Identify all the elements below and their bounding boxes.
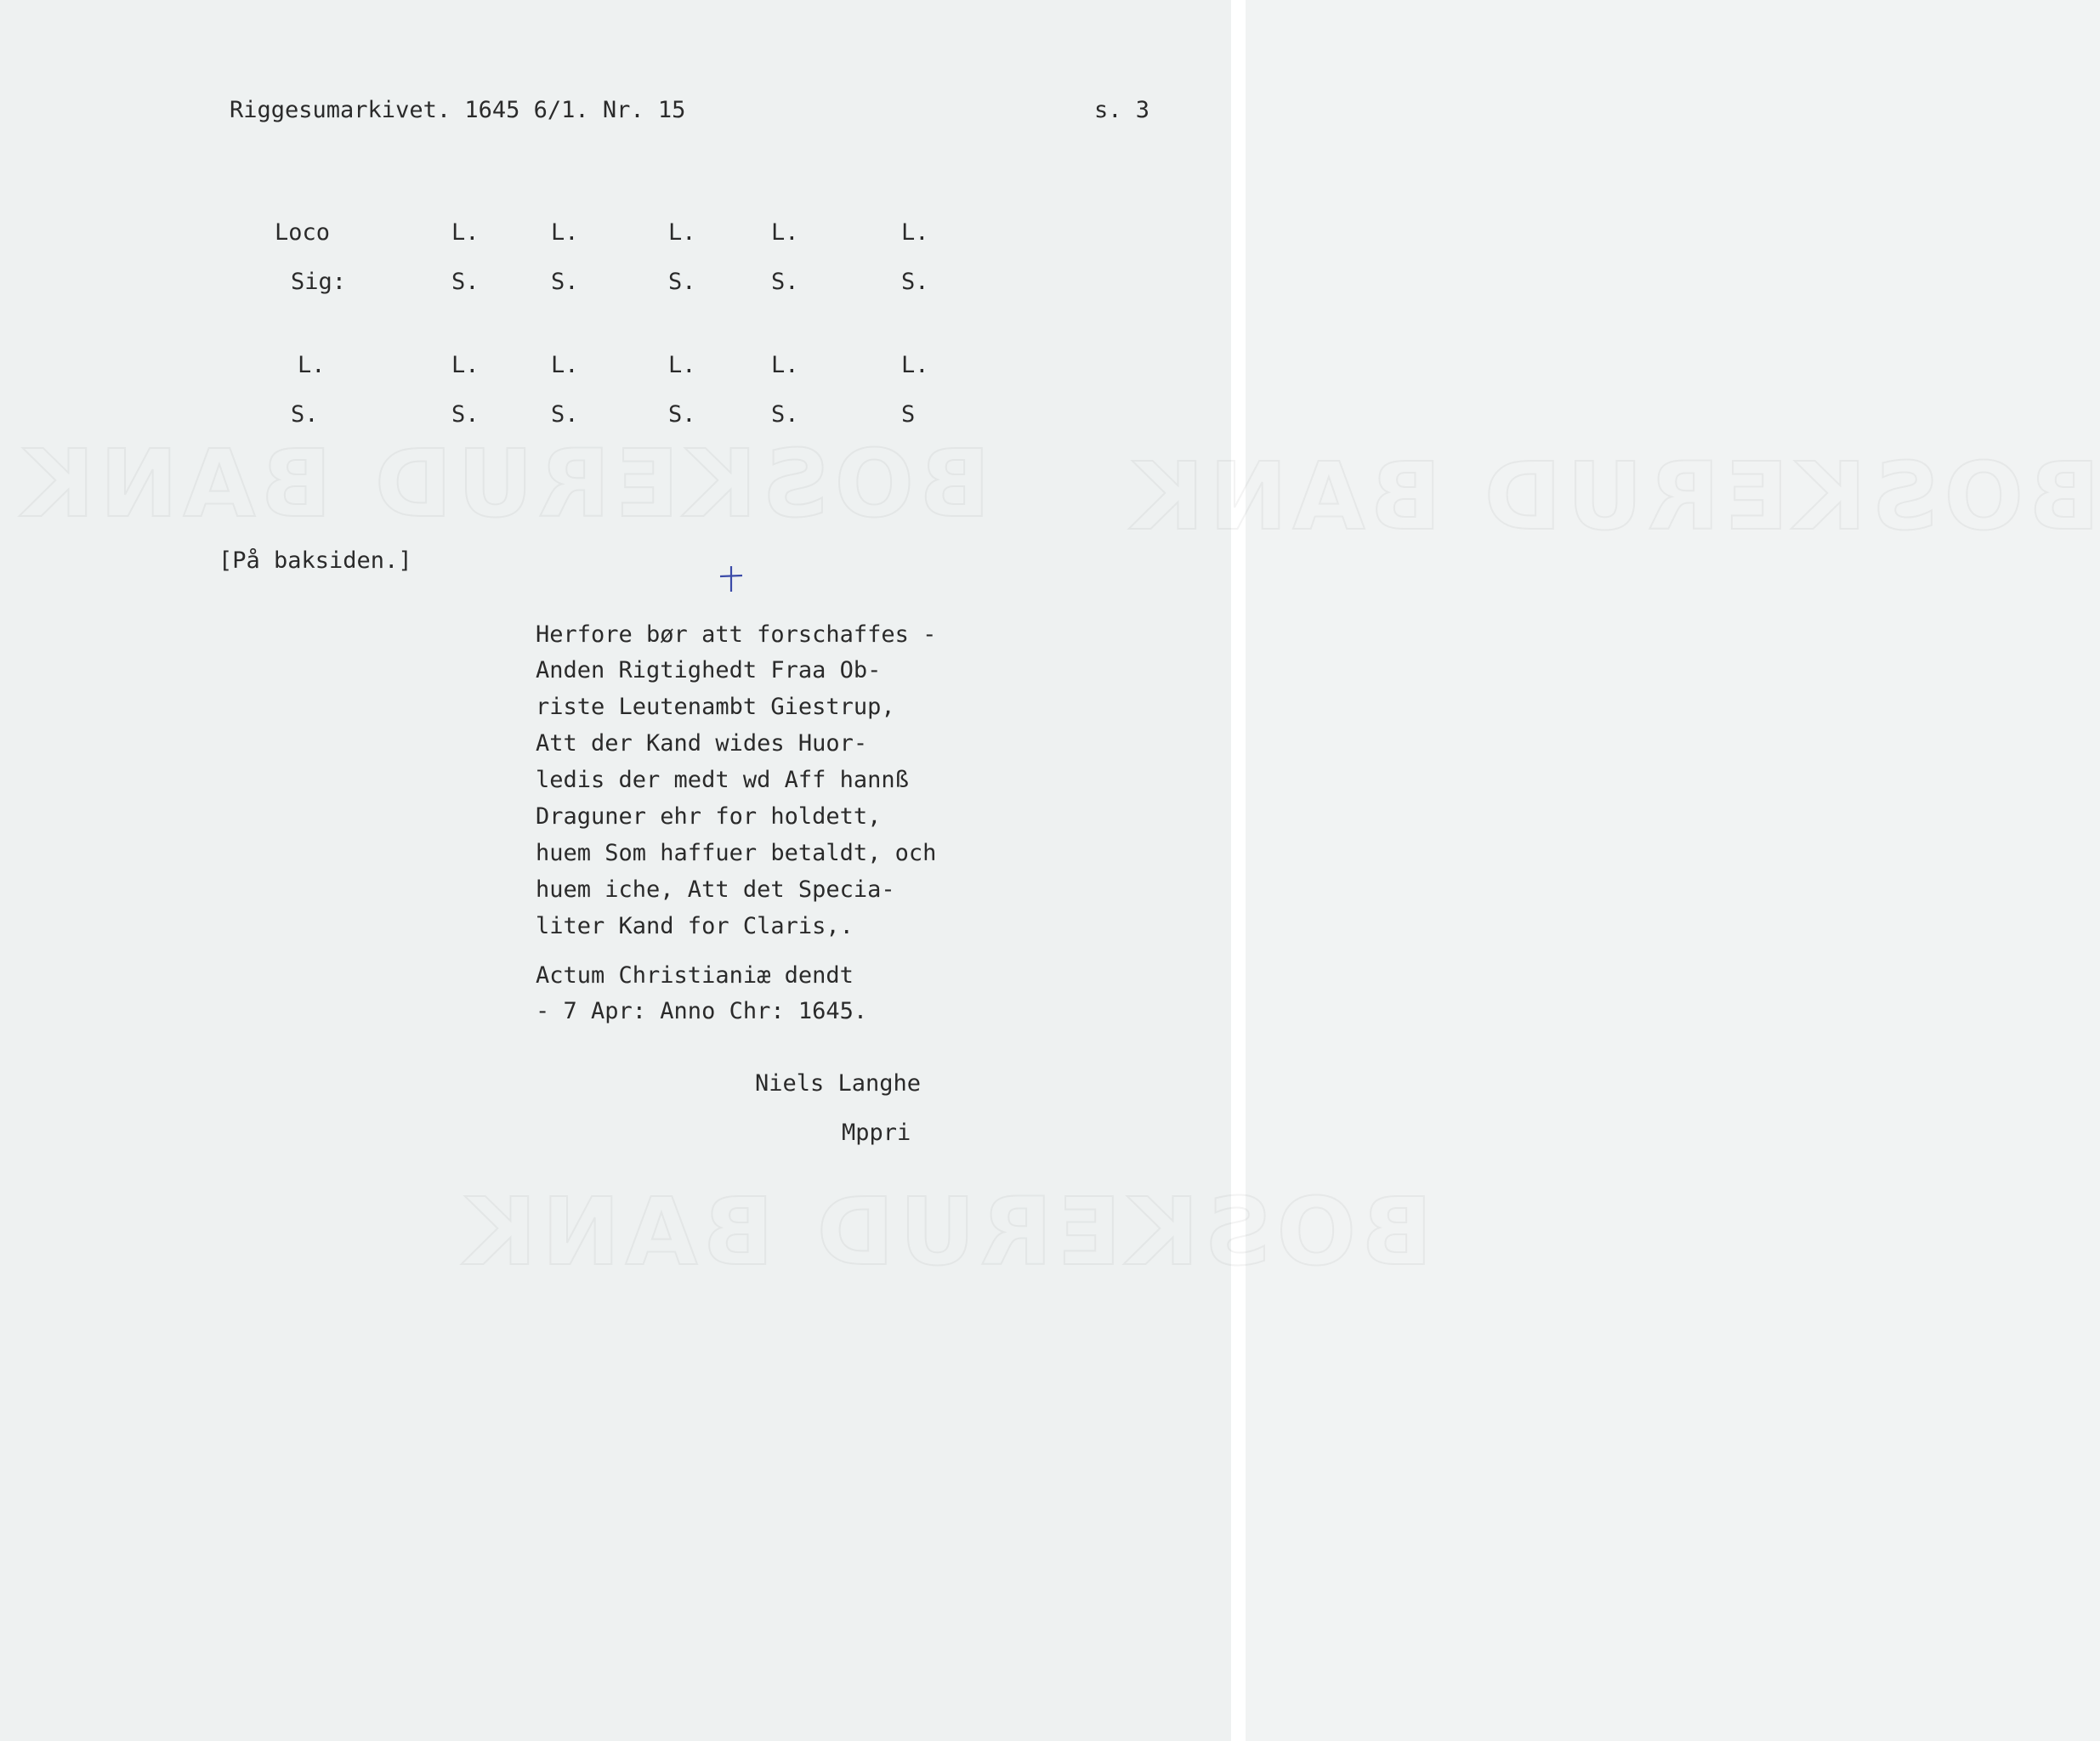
seal-s: S. [551,401,579,428]
sig-label: Sig: [291,269,347,295]
body-line: Draguner ehr for holdett, [536,803,882,830]
body-line: ledis der medt wd Aff hannß [536,767,909,793]
archive-reference: Riggesumarkivet. 1645 6/1. Nr. 15 [230,97,686,123]
body-line: Herfore bør att forschaffes - [536,621,937,648]
seal-s: S. [668,269,696,295]
seal-s: S. [901,269,929,295]
body-line: huem iche, Att det Specia- [536,876,895,903]
seal-l: L. [771,219,799,246]
seal-l: L. [668,352,696,378]
seal-l: L. [451,219,480,246]
closing-line: - 7 Apr: Anno Chr: 1645. [536,998,868,1024]
watermark-right: BOSKERUD BANK [1127,442,2100,551]
body-line: Anden Rigtighedt Fraa Ob- [536,657,882,683]
seal-l: L. [901,219,929,246]
watermark-left: BOSKERUD BANK [17,429,990,538]
seal-l: L. [668,219,696,246]
seal-l: L. [901,352,929,378]
cross-mark-icon [718,564,744,593]
seal-s: S. [771,401,799,428]
body-line: liter Kand for Claris,. [536,913,854,939]
body-line: Att der Kand wides Huor- [536,730,868,757]
page-edge [1231,0,1246,1741]
seal-l: L. [451,352,480,378]
seal-s: S [901,401,916,428]
signature-suffix: Mppri [842,1120,911,1146]
watermark-bottom: BOSKERUD BANK [459,1177,1433,1286]
seal-s: S. [551,269,579,295]
seal-s: S. [451,269,480,295]
seal-s: S. [291,401,319,428]
closing-line: Actum Christianiæ dendt [536,962,854,989]
seal-s: S. [668,401,696,428]
seal-s: S. [771,269,799,295]
signature-name: Niels Langhe [755,1070,922,1097]
body-line: huem Som haffuer betaldt, och [536,840,937,866]
backside-note: [På baksiden.] [219,547,412,574]
seal-l: L. [771,352,799,378]
seal-l: L. [551,352,579,378]
page-number: s. 3 [1094,97,1150,123]
seal-s: S. [451,401,480,428]
seal-l: L. [298,352,326,378]
seal-l: L. [551,219,579,246]
body-line: riste Leutenambt Giestrup, [536,694,895,720]
loco-label: Loco [275,219,331,246]
